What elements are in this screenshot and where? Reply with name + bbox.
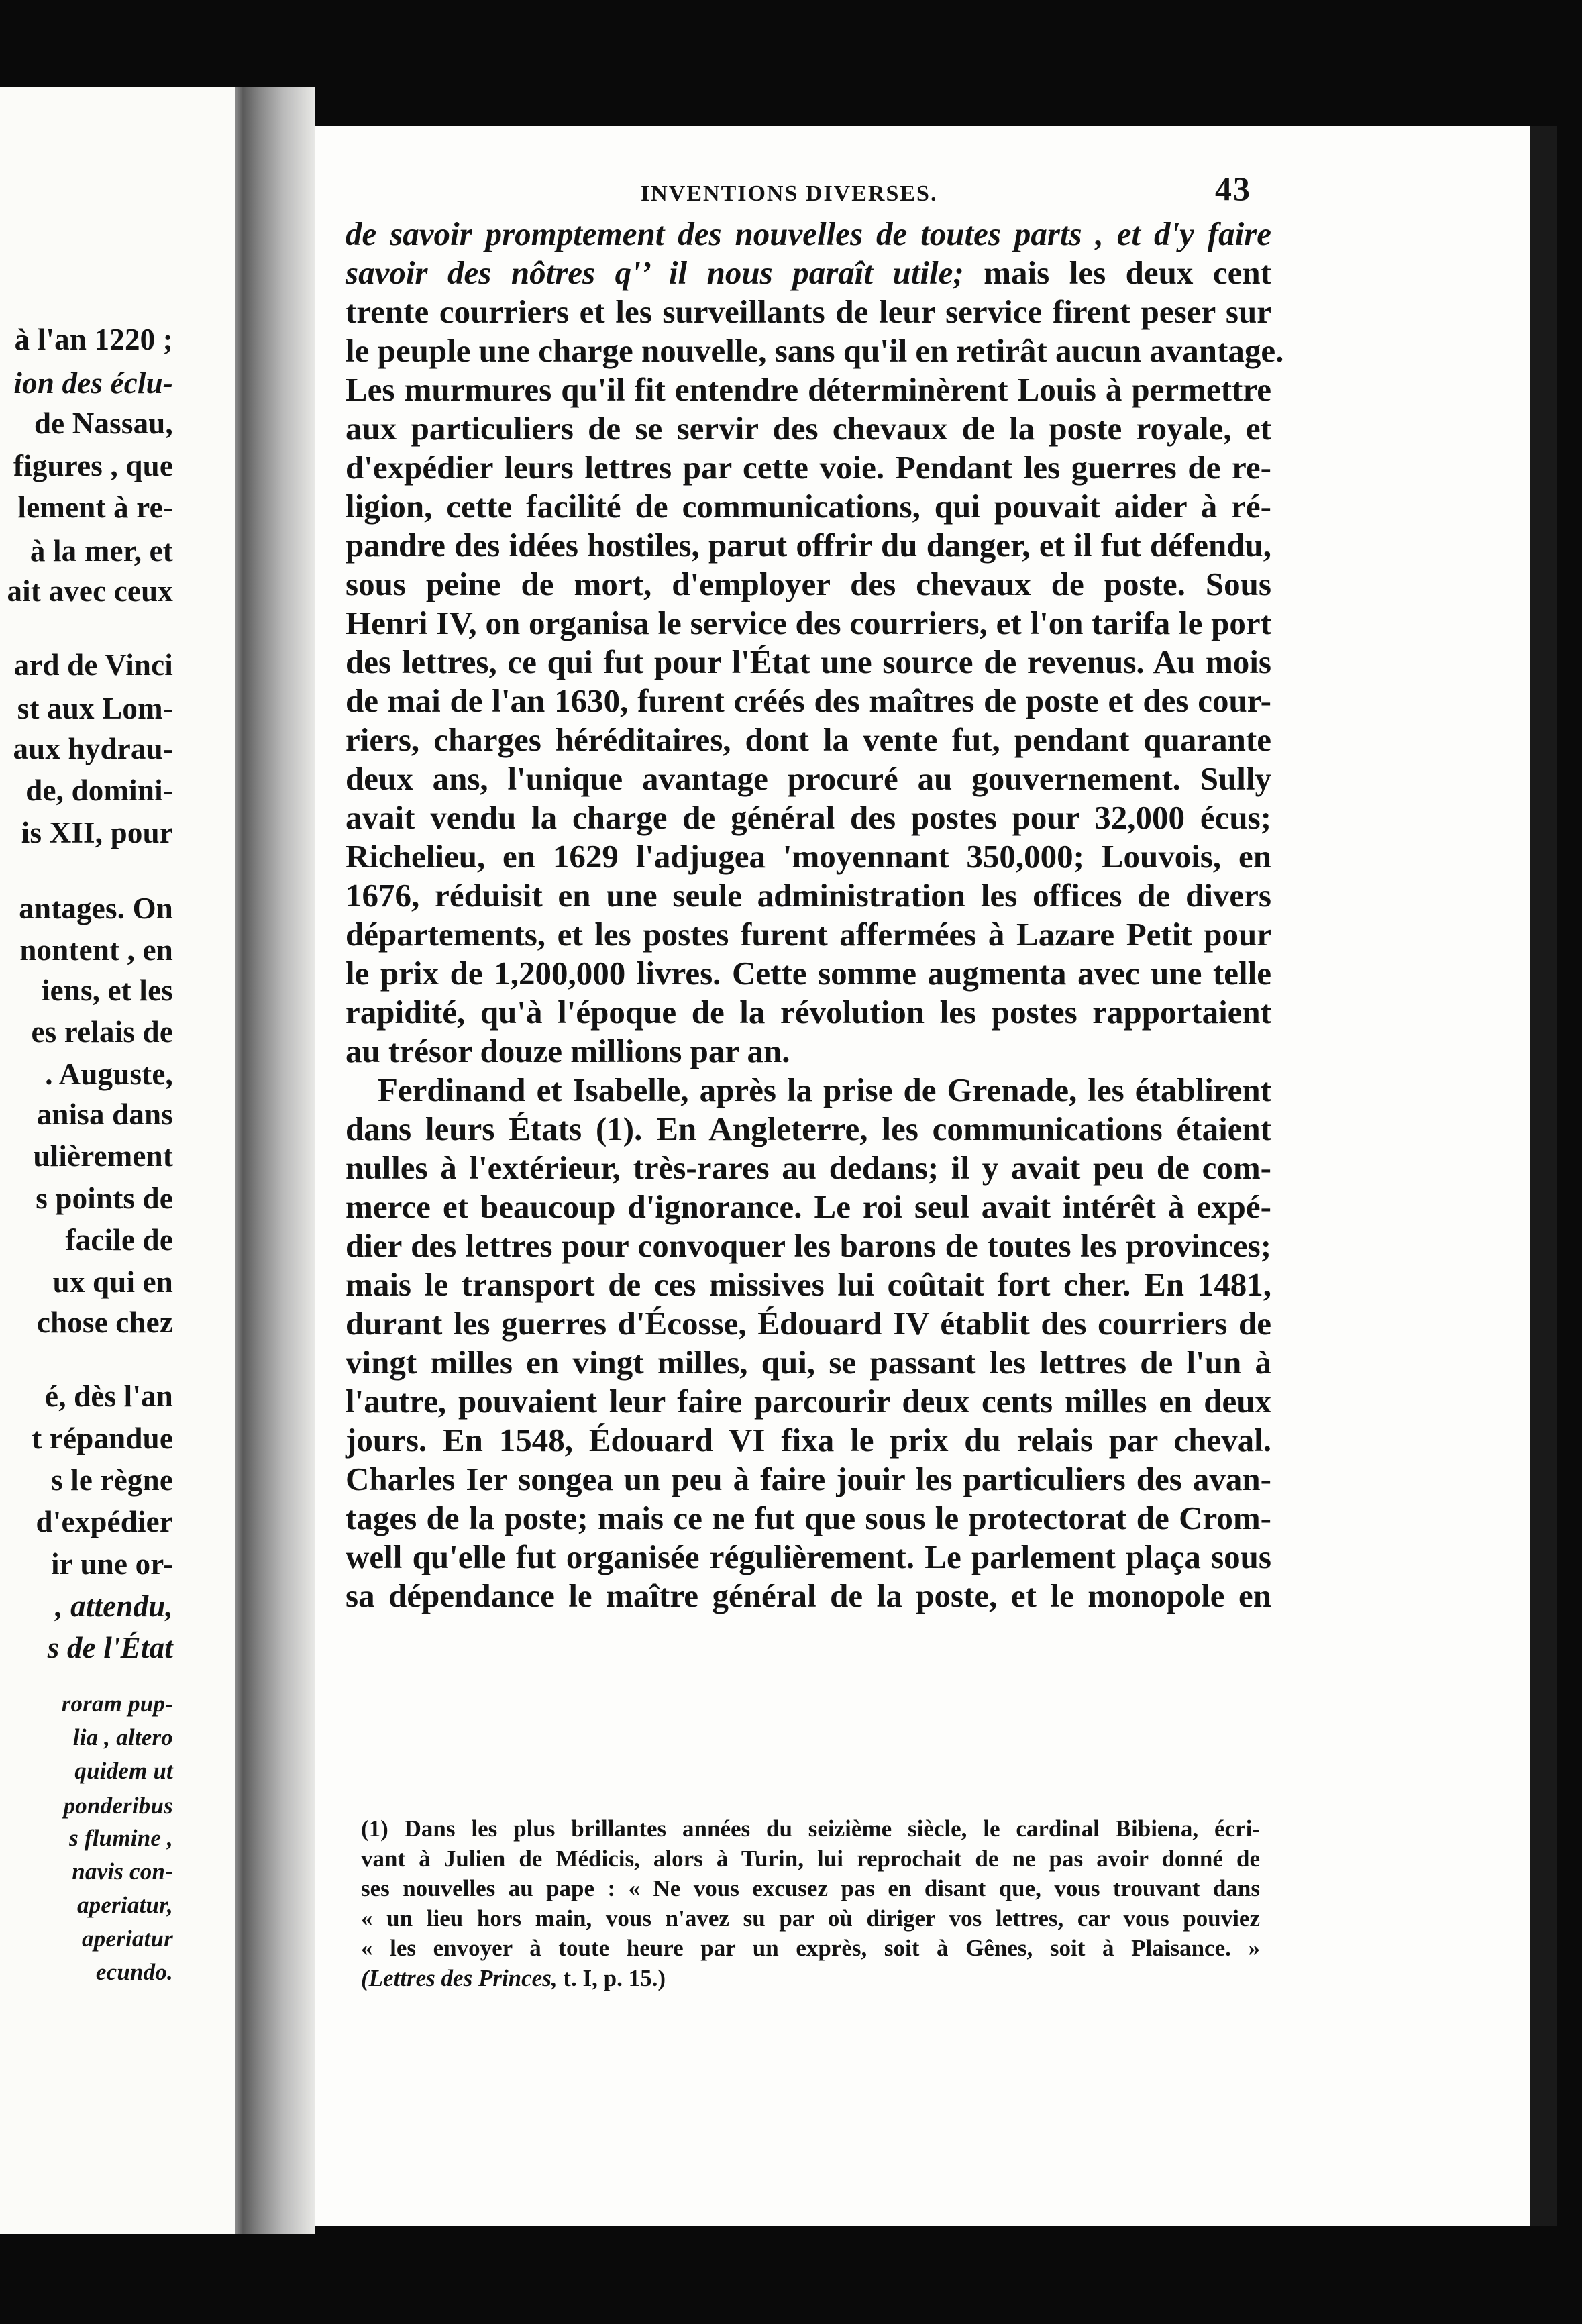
text-line: Henri IV, on organisa le service des courriers, et l'on tarifa le port	[346, 604, 1271, 641]
text-line: deux ans, l'unique avantage procuré au gouvernement. Sully	[346, 760, 1271, 797]
left-page-line: anisa dans	[36, 1098, 173, 1131]
text-line: Charles Ier songea un peu à faire jouir les particuliers des avan-	[346, 1461, 1271, 1497]
footnote-line: ses nouvelles au pape : « Ne vous excusez pas en disant que, vous trouvant dans	[361, 1875, 1260, 1901]
text-line: pandre des idées hostiles, parut offrir du danger, et il fut défendu,	[346, 527, 1271, 564]
left-page-line: ion des éclu-	[13, 366, 173, 400]
left-page-line: roram pup-	[61, 1691, 173, 1717]
left-page-line: de, domini-	[25, 774, 173, 807]
text-line: aux particuliers de se servir des chevaux de la poste royale, et	[346, 410, 1271, 447]
footnote-line: « un lieu hors main, vous n'avez su par où diriger vos lettres, car vous pouviez	[361, 1905, 1260, 1932]
text-line: riers, charges héréditaires, dont la vente fut, pendant quarante	[346, 721, 1271, 758]
left-page-line: navis con-	[72, 1858, 173, 1885]
running-head	[346, 169, 1251, 212]
text-line: 1676, réduisit en une seule administration les offices de divers	[346, 877, 1271, 914]
left-page-line: s points de	[36, 1181, 173, 1215]
left-page-line: s flumine ,	[69, 1825, 173, 1851]
left-page-line: à l'an 1220 ;	[14, 323, 173, 356]
text-line: well qu'elle fut organisée régulièrement. Le parlement plaça sous	[346, 1538, 1271, 1575]
left-page-line: s de l'État	[47, 1631, 173, 1665]
text-line: Les murmures qu'il fit entendre déterminèrent Louis à permettre	[346, 371, 1271, 408]
text-line: mais le transport de ces missives lui coûtait fort cher. En 1481,	[346, 1266, 1271, 1303]
text-line: rapidité, qu'à l'époque de la révolution les postes rapportaient	[346, 994, 1271, 1031]
text-line: l'autre, pouvaient leur faire parcourir deux cents milles en deux	[346, 1383, 1271, 1420]
left-page-line: t répandue	[32, 1422, 173, 1455]
text-line: le prix de 1,200,000 livres. Cette somme augmenta avec une telle	[346, 955, 1271, 992]
left-page-line: é, dès l'an	[45, 1379, 173, 1413]
left-page-line: figures , que	[13, 449, 173, 482]
left-page-line: à la mer, et	[30, 534, 173, 568]
text-line: des lettres, ce qui fut pour l'État une source de revenus. Au mois	[346, 643, 1271, 680]
text-line: nulles à l'extérieur, très-rares au dedans; il y avait peu de com-	[346, 1149, 1271, 1186]
left-page-line: chose chez	[36, 1306, 173, 1339]
text-line: savoir des nôtres q'’ il nous paraît utile; mais les deux cent	[346, 254, 1271, 291]
left-page-line: ir une or-	[51, 1547, 173, 1581]
text-line: vingt milles en vingt milles, qui, se passant les lettres de l'un à	[346, 1344, 1271, 1381]
left-facing-page	[0, 87, 235, 2234]
left-page-line: iens, et les	[41, 973, 173, 1007]
text-line: au trésor douze millions par an.	[346, 1033, 790, 1069]
footnote	[361, 1814, 1260, 1993]
text-line: Richelieu, en 1629 l'adjugea 'moyennant 350,000; Louvois, en	[346, 838, 1271, 875]
text-line: avait vendu la charge de général des postes pour 32,000 écus;	[346, 799, 1271, 836]
left-page-line: es relais de	[31, 1015, 173, 1049]
left-page-line: facile de	[65, 1223, 173, 1257]
text-line: dans leurs États (1). En Angleterre, les communications étaient	[346, 1110, 1271, 1147]
left-page-line: nontent , en	[19, 933, 173, 967]
left-page-line: ulièrement	[33, 1139, 173, 1173]
left-page-line: ard de Vinci	[13, 648, 173, 682]
footnote-line: vant à Julien de Médicis, alors à Turin, lui reprochait de ne pas avoir donné de	[361, 1845, 1260, 1872]
left-page-line: de Nassau,	[34, 407, 173, 440]
left-page-line: , attendu,	[55, 1589, 173, 1623]
text-line: tages de la poste; mais ce ne fut que sous le protectorat de Crom-	[346, 1499, 1271, 1536]
left-page-line: ait avec ceux	[7, 574, 173, 608]
footnote-line: « les envoyer à toute heure par un exprès, soit à Gênes, soit à Plaisance. »	[361, 1935, 1260, 1961]
text-line: jours. En 1548, Édouard VI fixa le prix du relais par cheval.	[346, 1422, 1271, 1459]
text-line: d'expédier leurs lettres par cette voie. Pendant les guerres de re-	[346, 449, 1271, 486]
left-page-line: antages. On	[19, 892, 173, 925]
footnote-line: (1) Dans les plus brillantes années du seizième siècle, le cardinal Bibiena, écri-	[361, 1815, 1260, 1842]
left-page-line: aperiatur,	[76, 1892, 173, 1918]
left-page-line: lement à re-	[17, 490, 173, 524]
book-gutter	[235, 87, 315, 2234]
text-line: durant les guerres d'Écosse, Édouard IV établit des courriers de	[346, 1305, 1271, 1342]
left-page-line: st aux Lom-	[17, 692, 173, 725]
text-line: le peuple une charge nouvelle, sans qu'il en retirât aucun avantage.	[346, 332, 1284, 369]
body-text	[346, 215, 1284, 1616]
left-page-line: aux hydrau-	[13, 732, 173, 765]
text-line: Ferdinand et Isabelle, après la prise de Grenade, les établirent	[378, 1071, 1271, 1108]
text-line: départements, et les postes furent affermées à Lazare Petit pour	[346, 916, 1271, 953]
left-page-line: ecundo.	[95, 1959, 173, 1985]
left-page-line: ponderibus	[63, 1793, 173, 1819]
text-line: dier des lettres pour convoquer les barons de toutes les provinces;	[346, 1227, 1271, 1264]
text-line: sa dépendance le maître général de la poste, et le monopole en	[346, 1577, 1271, 1614]
text-line: merce et beaucoup d'ignorance. Le roi seul avait intérêt à expé-	[346, 1188, 1271, 1225]
left-page-line: aperiatur	[82, 1925, 173, 1952]
left-page-line: lia , altero	[72, 1724, 173, 1750]
text-line: trente courriers et les surveillants de leur service firent peser sur	[346, 293, 1271, 330]
text-line: de mai de l'an 1630, furent créés des maîtres de poste et des cour-	[346, 682, 1271, 719]
text-line: de savoir promptement des nouvelles de toutes parts , et d'y faire	[346, 215, 1271, 252]
left-page-line: . Auguste,	[45, 1057, 173, 1091]
left-page-line: quidem ut	[74, 1758, 173, 1784]
left-page-line: d'expédier	[36, 1505, 173, 1538]
left-page-line: s le règne	[51, 1463, 173, 1497]
text-line: sous peine de mort, d'employer des chevaux de poste. Sous	[346, 566, 1271, 602]
page-edge-shadow	[1530, 126, 1557, 2226]
page-number: 43	[1215, 170, 1251, 207]
text-line: ligion, cette facilité de communications, qui pouvait aider à ré-	[346, 488, 1271, 525]
running-title: INVENTIONS DIVERSES.	[641, 181, 938, 206]
left-page-line: ux qui en	[52, 1265, 173, 1299]
footnote-line: (Lettres des Princes, t. I, p. 15.)	[361, 1964, 666, 1991]
left-page-line: is XII, pour	[21, 816, 173, 849]
